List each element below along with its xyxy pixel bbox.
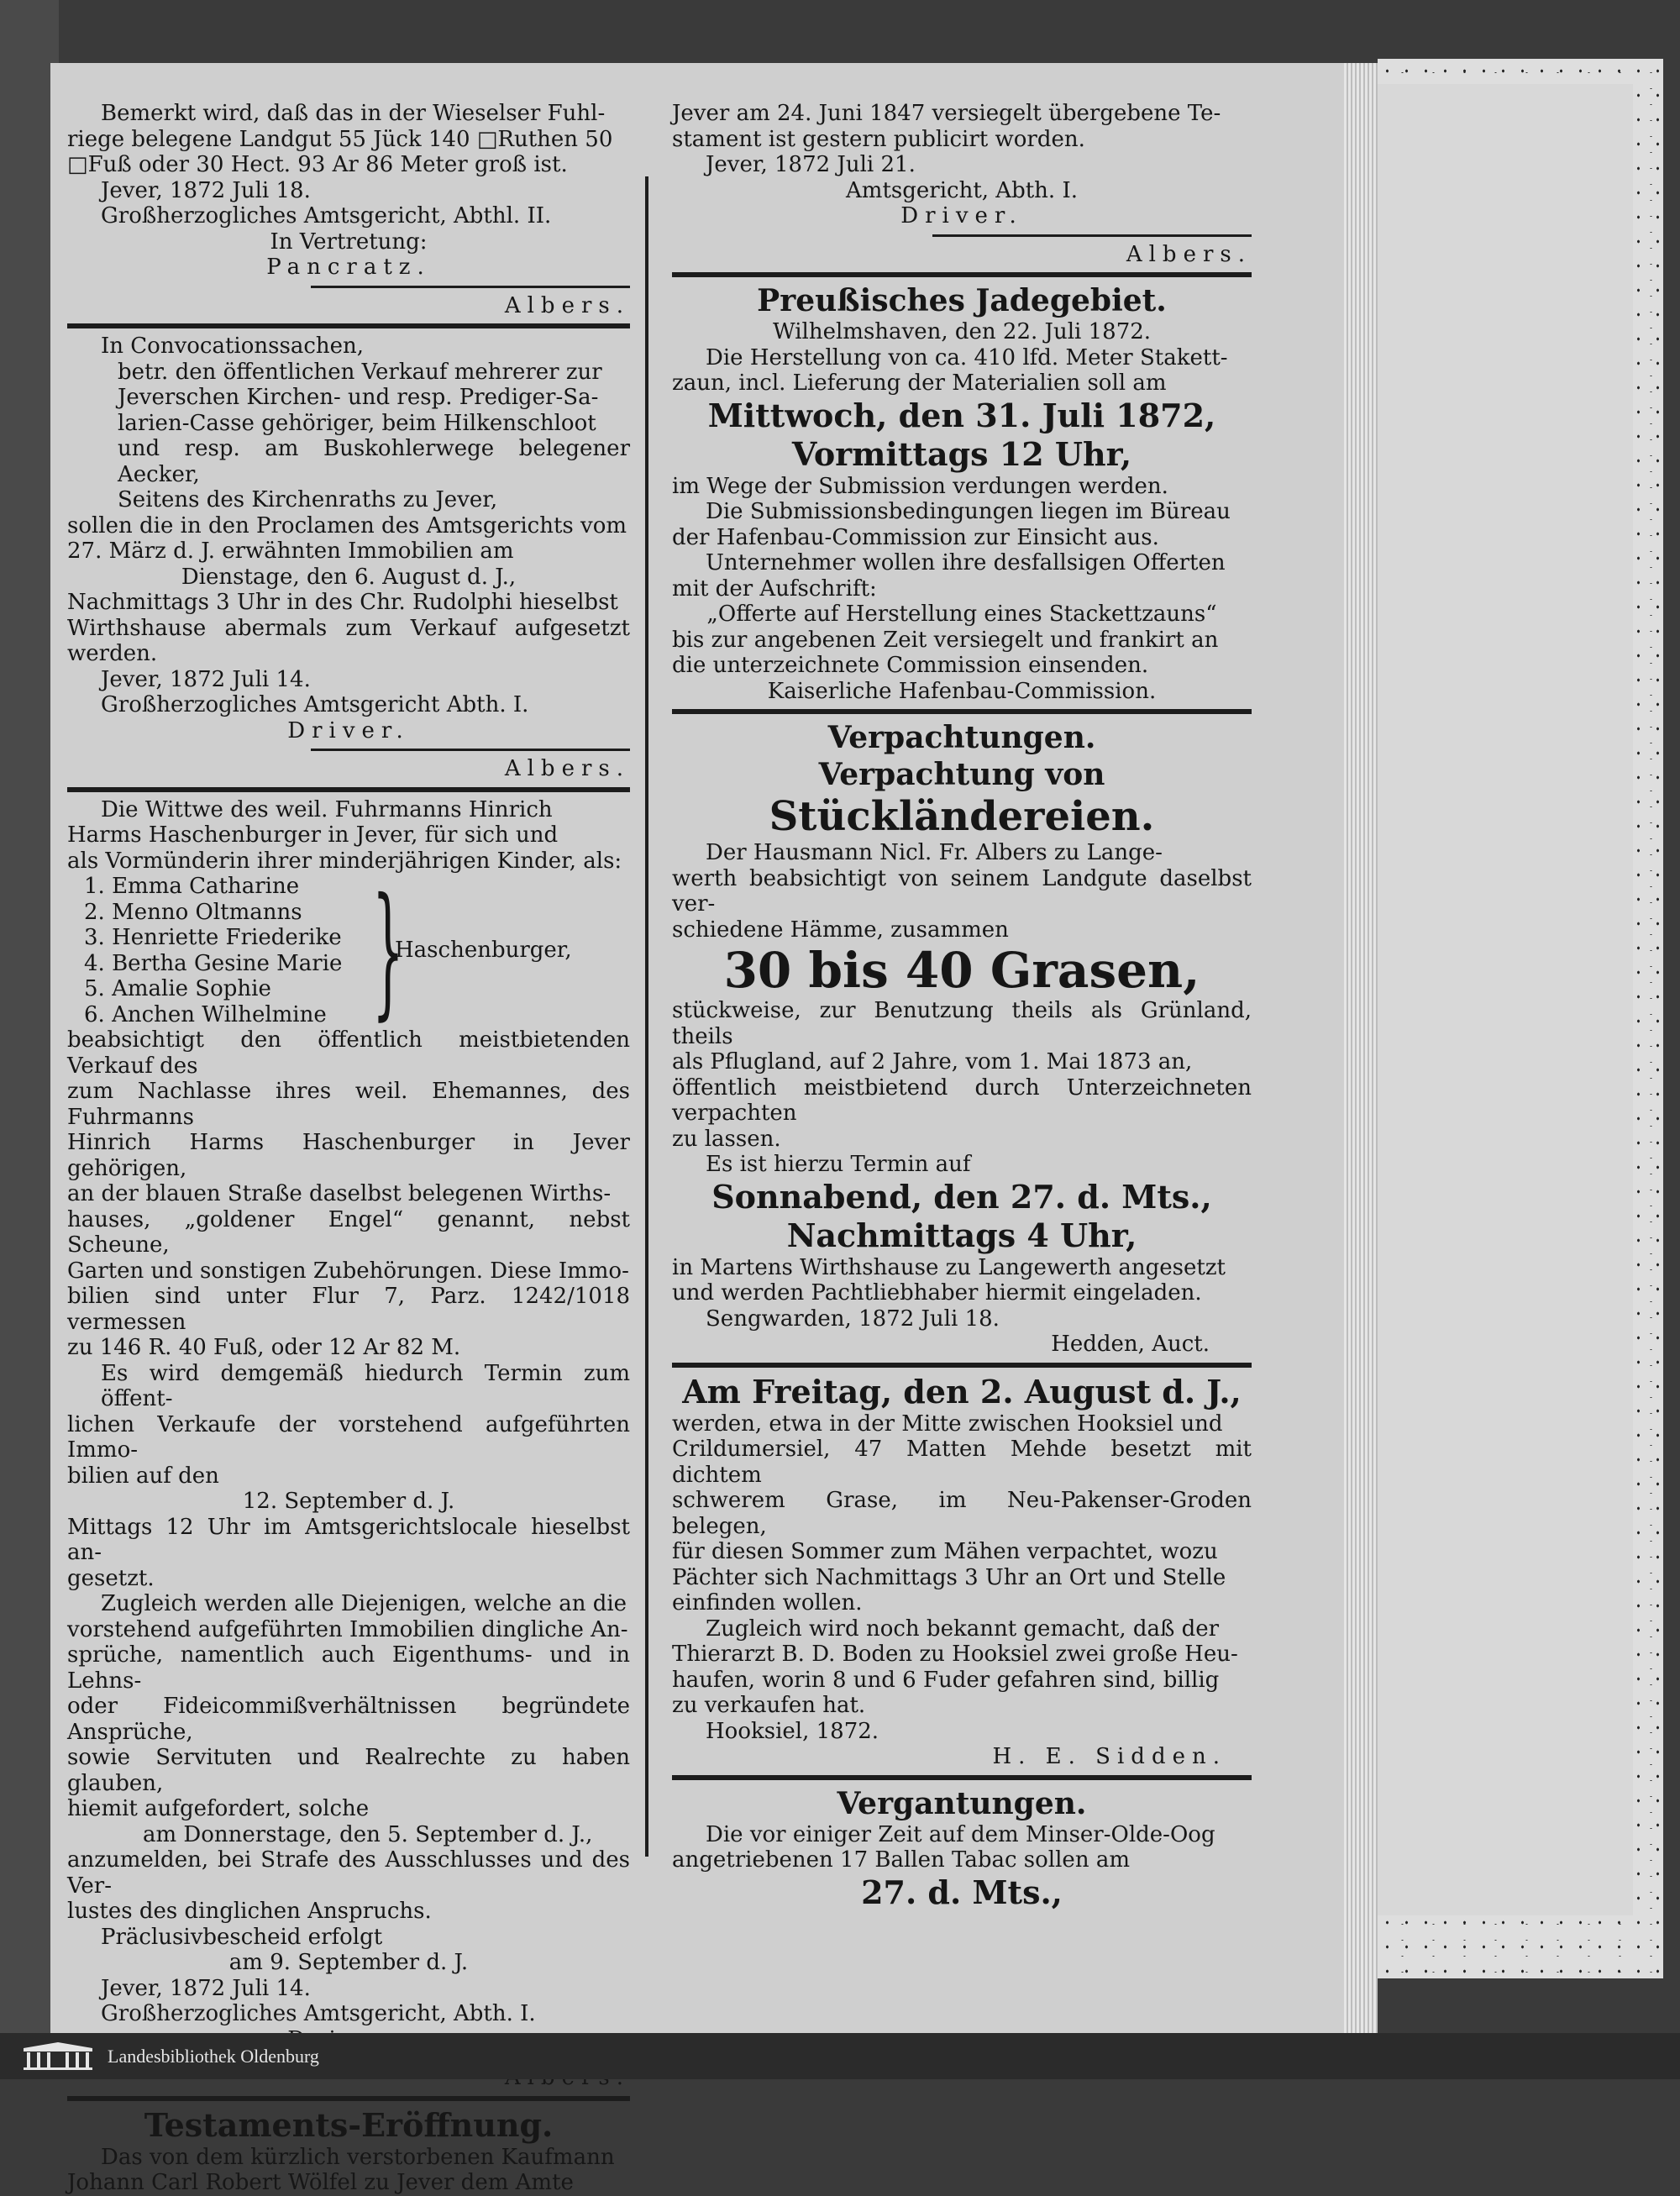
section-rule	[672, 272, 1252, 277]
text-line: werden, etwa in der Mitte zwischen Hooksiel und	[672, 1411, 1223, 1437]
text-line: Harms Haschenburger in Jever, für sich und	[67, 822, 559, 848]
text-line: öffentlich meistbietend durch Unterzeichneten verpachten	[672, 1074, 1252, 1126]
text-line: zaun, incl. Lieferung der Materialien soll am	[672, 370, 1167, 396]
text-line: Pächter sich Nachmittags 3 Uhr an Ort und Stelle	[672, 1564, 1226, 1590]
notice-testament	[67, 2106, 630, 2196]
text-line: Garten und sonstigen Zubehörungen. Diese Immo-	[67, 1258, 629, 1284]
text-line: lichen Verkaufe der vorstehend aufgeführten Immo-	[67, 1411, 630, 1463]
signatory: Driver.	[287, 717, 410, 743]
court-name: Amtsgericht, Abth. I.	[846, 177, 1078, 203]
text-line: bis zur angebenen Zeit versiegelt und frankirt an	[672, 627, 1219, 653]
children-list	[67, 867, 630, 1034]
text-line: die unterzeichnete Commission einsenden.	[672, 653, 1149, 678]
text-line: Die Wittwe des weil. Fuhrmanns Hinrich	[101, 796, 553, 822]
text-line: Die Submissionsbedingungen liegen im Büreau	[706, 499, 1231, 524]
text-line: und resp. am Buskohlerwege belegener Aecker,	[118, 436, 630, 487]
place-date: Wilhelmshaven, den 22. Juli 1872.	[772, 319, 1152, 344]
text-line: Jeverschen Kirchen- und resp. Prediger-Sa-	[118, 385, 599, 410]
notice-date: Jever, 1872 Juli 14.	[101, 1975, 311, 2001]
event-day: Mittwoch, den 31. Juli 1872,	[707, 396, 1216, 434]
text-line: zu verkaufen hat.	[672, 1693, 866, 1718]
text-line: oder Fideicommißverhältnissen begründete Ansprüche,	[67, 1694, 630, 1745]
text-line: hiemit aufgefordert, solche	[67, 1796, 370, 1821]
text-line: im Wege der Submission verdungen werden.	[672, 473, 1168, 499]
section-rule	[672, 1775, 1252, 1780]
notice-freitag	[672, 1373, 1252, 1770]
text-line: Der Hausmann Nicl. Fr. Albers zu Lange-	[706, 840, 1163, 865]
signatory: Kaiserliche Hafenbau-Commission.	[767, 678, 1157, 704]
text-line: Seitens des Kirchenraths zu Jever,	[118, 487, 498, 512]
text-line: stament ist gestern publicirt worden.	[672, 126, 1085, 152]
court-name: Großherzogliches Amtsgericht, Abth. I.	[101, 2001, 536, 2026]
text-line: Das von dem kürzlich verstorbenen Kaufmann	[101, 2144, 615, 2170]
text-line: riege belegene Landgut 55 Jück 140 □Ruthen 50	[67, 126, 613, 152]
text-line: Crildumersiel, 47 Matten Mehde besetzt mit dichtem	[672, 1437, 1252, 1488]
text-line: □Fuß oder 30 Hect. 93 Ar 86 Meter groß ist.	[67, 152, 568, 177]
children-names	[67, 874, 361, 1027]
text-line: vorstehend aufgeführten Immobilien dingliche An-	[67, 1616, 628, 1642]
text-line: zu lassen.	[672, 1126, 781, 1152]
notice-date: Hooksiel, 1872.	[706, 1718, 879, 1744]
text-line: als Pflugland, auf 2 Jahre, vom 1. Mai 1873 an,	[672, 1049, 1193, 1074]
text-line: als Vormünderin ihrer minderjährigen Kinder, als:	[67, 848, 622, 874]
signatory: H. E. Sidden.	[992, 1744, 1226, 1769]
text-line: Hinrich Harms Haschenburger in Jever gehörigen,	[67, 1130, 630, 1181]
clerk: Albers.	[504, 756, 630, 781]
clerk: Albers.	[504, 292, 630, 318]
child-name: 3. Henriette Friederike	[84, 925, 342, 950]
section-title: Verpachtungen.	[827, 720, 1096, 755]
section-title: Vergantungen.	[837, 1785, 1087, 1821]
notice-date: Sengwarden, 1872 Juli 18.	[706, 1306, 1000, 1332]
notice-title: Am Freitag, den 2. August d. J.,	[682, 1372, 1242, 1411]
section-rule	[672, 709, 1252, 714]
court-name: Großherzogliches Amtsgericht, Abthl. II.	[101, 203, 552, 229]
footer-label: Landesbibliothek Oldenburg	[108, 2045, 319, 2067]
surname: Haschenburger,	[395, 938, 572, 964]
text-line: Mittags 12 Uhr im Amtsgerichtslocale hieselbst an-	[67, 1514, 630, 1565]
text-line: bilien auf den	[67, 1463, 219, 1489]
text-line: Johann Carl Robert Wölfel zu Jever dem Amte	[67, 2170, 574, 2195]
library-building-icon	[20, 2041, 96, 2072]
text-line: an der blauen Straße daselbst belegenen Wirths-	[67, 1181, 612, 1206]
notice-date: Jever, 1872 Juli 18.	[101, 177, 311, 203]
notice-title: Testaments-Eröffnung.	[144, 2105, 554, 2144]
text-line: Bemerkt wird, daß das in der Wieselser Fuhl-	[101, 101, 606, 126]
child-name: 5. Amalie Sophie	[84, 976, 271, 1001]
child-name: 6. Anchen Wilhelmine	[84, 1001, 327, 1027]
notice-jadegebiet	[672, 282, 1252, 704]
text-line: 27. März d. J. erwähnten Immobilien am	[67, 538, 514, 564]
notice-title-large: Stückländereien.	[769, 793, 1155, 840]
notice-title: Verpachtung von	[818, 757, 1105, 792]
signatory: Hedden, Auct.	[1051, 1332, 1210, 1357]
headline-amount: 30 bis 40 Grasen,	[723, 942, 1200, 999]
signatory: Pancratz.	[266, 255, 431, 280]
text-line: Präclusivbescheid erfolgt	[101, 1924, 383, 1950]
text-line: schiedene Hämme, zusammen	[672, 917, 1009, 943]
section-rule	[672, 1363, 1252, 1368]
text-line: schwerem Grase, im Neu-Pakenser-Groden belegen,	[672, 1488, 1252, 1539]
footer-bar	[0, 2033, 1680, 2079]
text-line: betr. den öffentlichen Verkauf mehrerer zur	[118, 359, 602, 385]
text-line: zum Nachlasse ihres weil. Ehemannes, des Fuhrmanns	[67, 1079, 630, 1130]
section-rule	[67, 787, 630, 792]
child-name: 1. Emma Catharine	[84, 874, 300, 899]
text-line: zu 146 R. 40 Fuß, oder 12 Ar 82 M.	[67, 1335, 461, 1360]
notice-date: Jever, 1872 Juli 21.	[706, 152, 916, 177]
text-line: in Martens Wirthshause zu Langewerth angesetzt	[672, 1254, 1226, 1280]
text-line: Nachmittags 3 Uhr in des Chr. Rudolphi hieselbst	[67, 590, 618, 615]
deputy-label: In Vertretung:	[270, 229, 428, 255]
text-line: Zugleich werden alle Diejenigen, welche an die	[101, 1591, 627, 1616]
notice-convocation	[67, 334, 630, 782]
event-time: Vormittags 12 Uhr,	[791, 434, 1132, 473]
brace-icon: }	[372, 867, 404, 1034]
text-line: der Hafenbau-Commission zur Einsicht aus.	[672, 524, 1159, 550]
event-date: 27. d. Mts.,	[861, 1873, 1063, 1911]
event-time: Nachmittags 4 Uhr,	[786, 1216, 1137, 1254]
signatory: Driver.	[900, 203, 1023, 229]
text-line: stückweise, zur Benutzung theils als Grünland, theils	[672, 998, 1252, 1049]
notice-vergantungen	[672, 1785, 1252, 1912]
text-line: larien-Casse gehöriger, beim Hilkenschloot	[118, 410, 596, 436]
event-day: Sonnabend, den 27. d. Mts.,	[711, 1177, 1212, 1216]
text-line: hauses, „goldener Engel“ genannt, nebst Scheune,	[67, 1206, 630, 1258]
notice-wittwe	[67, 797, 630, 2091]
left-column	[67, 101, 630, 2196]
column-divider	[645, 176, 648, 1857]
notice-testament-cont	[672, 101, 1252, 267]
text-line: mit der Aufschrift:	[672, 575, 877, 602]
clerk: Albers.	[1126, 241, 1252, 267]
text-line: für diesen Sommer zum Mähen verpachtet, wozu	[672, 1539, 1218, 1564]
text-line: beabsichtigt den öffentlich meistbietenden Verkauf des	[67, 1027, 630, 1079]
notice-title: Preußisches Jadegebiet.	[757, 283, 1167, 318]
text-line: gesetzt.	[67, 1565, 155, 1591]
notice-landgut	[67, 101, 630, 318]
text-line: Jever am 24. Juni 1847 versiegelt übergebene Te-	[672, 101, 1221, 126]
text-line: „Offerte auf Herstellung eines Stackettzauns“	[706, 602, 1217, 627]
text-line: In Convocationssachen,	[101, 334, 365, 359]
child-name: 2. Menno Oltmanns	[84, 899, 302, 925]
text-line: Zugleich wird noch bekannt gemacht, daß der	[706, 1615, 1220, 1642]
right-column	[672, 101, 1252, 1912]
text-line: Die vor einiger Zeit auf dem Minser-Olde-Oog	[706, 1821, 1215, 1847]
child-name: 4. Bertha Gesine Marie	[84, 950, 343, 976]
text-line: sollen die in den Proclamen des Amtsgerichts vom	[67, 512, 627, 538]
text-line: bilien sind unter Flur 7, Parz. 1242/1018 vermessen	[67, 1284, 630, 1335]
text-line: Die Herstellung von ca. 410 lfd. Meter Stakett-	[706, 344, 1228, 370]
text-line: Wirthshause abermals zum Verkauf aufgesetzt werden.	[67, 615, 630, 666]
page-edges	[1344, 63, 1378, 2033]
book-endpaper	[1359, 84, 1633, 1915]
text-line: Thierarzt B. D. Boden zu Hooksiel zwei große Heu-	[672, 1642, 1238, 1667]
text-line: sprüche, namentlich auch Eigenthums- und in Lehns-	[67, 1642, 630, 1694]
text-line: anzumelden, bei Strafe des Ausschlusses und des Ver-	[67, 1847, 630, 1899]
text-line: sowie Servituten und Realrechte zu haben glauben,	[67, 1745, 630, 1796]
section-rule	[67, 323, 630, 328]
text-line: Es ist hierzu Termin auf	[706, 1152, 971, 1177]
date-line: Dienstage, den 6. August d. J.,	[181, 564, 517, 590]
notice-verpachtung	[672, 719, 1252, 1358]
text-line: Es wird demgemäß hiedurch Termin zum öffent-	[101, 1360, 630, 1411]
text-line: Unternehmer wollen ihre desfallsigen Offerten	[706, 550, 1226, 575]
text-line: werth beabsichtigt von seinem Landgute daselbst ver-	[672, 865, 1252, 917]
rule	[932, 234, 1252, 237]
deadline-date: am Donnerstage, den 5. September d. J.,	[143, 1821, 593, 1847]
rule	[311, 749, 630, 751]
preclusive-date: am 9. September d. J.	[228, 1950, 469, 1975]
section-rule	[67, 2096, 630, 2101]
court-name: Großherzogliches Amtsgericht Abth. I.	[101, 692, 529, 717]
text-line: und werden Pachtliebhaber hiermit eingeladen.	[672, 1280, 1202, 1306]
text-line: haufen, worin 8 und 6 Fuder gefahren sind, billig	[672, 1667, 1220, 1693]
termin-date: 12. September d. J.	[242, 1489, 455, 1514]
text-line: lustes des dinglichen Anspruchs.	[67, 1899, 432, 1924]
notice-date: Jever, 1872 Juli 14.	[101, 666, 311, 692]
text-line: einfinden wollen.	[672, 1590, 863, 1615]
rule	[311, 286, 630, 288]
text-line: angetriebenen 17 Ballen Tabac sollen am	[672, 1847, 1130, 1873]
